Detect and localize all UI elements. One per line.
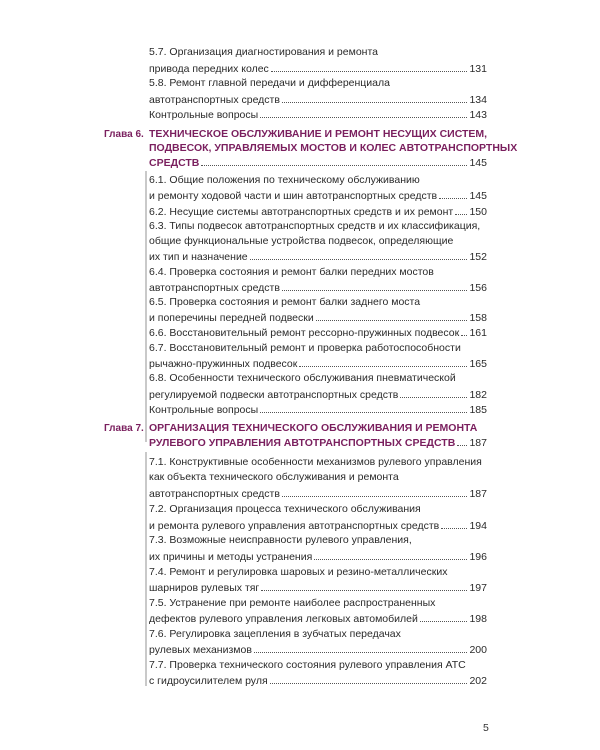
chapter-6-entry[interactable]: СРЕДСТВ 145: [149, 157, 487, 169]
toc-line: 7.5. Устранение при ремонте наиболее распространенных: [149, 597, 436, 609]
toc-line: 6.8. Особенности технического обслуживания пневматической: [149, 372, 456, 384]
toc-entry[interactable]: их тип и назначение 152: [149, 251, 487, 263]
toc-entry[interactable]: рычажно-пружинных подвесок 165: [149, 358, 487, 370]
toc-line: 7.6. Регулировка зацепления в зубчатых передачах: [149, 628, 401, 640]
toc-entry[interactable]: с гидроусилителем руля 202: [149, 675, 487, 687]
chapter-6-bar: [145, 171, 147, 442]
toc-entry[interactable]: их причины и методы устранения 196: [149, 551, 487, 563]
toc-entry[interactable]: и поперечины передней подвески 158: [149, 312, 487, 324]
toc-entry[interactable]: автотранспортных средств 156: [149, 282, 487, 294]
chapter-7-bar: [145, 452, 147, 686]
chapter-7-title: ОРГАНИЗАЦИЯ ТЕХНИЧЕСКОГО ОБСЛУЖИВАНИЯ И РЕМОНТА: [149, 422, 478, 434]
toc-entry[interactable]: Контрольные вопросы 143: [149, 109, 487, 121]
toc-line: 6.4. Проверка состояния и ремонт балки передних мостов: [149, 266, 434, 278]
toc-entry[interactable]: 6.2. Несущие системы автотранспортных средств и их ремонт 150: [149, 206, 487, 218]
toc-entry[interactable]: шарниров рулевых тяг 197: [149, 582, 487, 594]
toc-entry[interactable]: регулируемой подвески автотранспортных средств 182: [149, 389, 487, 401]
toc-line: 5.7. Организация диагностирования и ремонта: [149, 46, 378, 58]
toc-line: 5.8. Ремонт главной передачи и дифференциала: [149, 77, 390, 89]
toc-entry[interactable]: привода передних колес 131: [149, 63, 487, 75]
chapter-6-title: ТЕХНИЧЕСКОЕ ОБСЛУЖИВАНИЕ И РЕМОНТ НЕСУЩИХ СИСТЕМ,: [149, 128, 488, 140]
toc-entry[interactable]: дефектов рулевого управления легковых автомобилей 198: [149, 613, 487, 625]
toc-entry[interactable]: и ремонта рулевого управления автотранспортных средств 194: [149, 520, 487, 532]
toc-entry[interactable]: рулевых механизмов 200: [149, 644, 487, 656]
toc-line: 7.4. Ремонт и регулировка шаровых и резино-металлических: [149, 566, 448, 578]
chapter-7-entry[interactable]: РУЛЕВОГО УПРАВЛЕНИЯ АВТОТРАНСПОРТНЫХ СРЕДСТВ 187: [149, 437, 487, 449]
toc-line: 6.7. Восстановительный ремонт и проверка работоспособности: [149, 342, 461, 354]
toc-line: 7.3. Возможные неисправности рулевого управления,: [149, 534, 412, 546]
toc-line: общие функциональные устройства подвесок, определяющие: [149, 235, 454, 247]
toc-line: 6.1. Общие положения по техническому обслуживанию: [149, 174, 420, 186]
toc-line: 7.1. Конструктивные особенности механизмов рулевого управления: [149, 456, 482, 468]
chapter-6-label: Глава 6.: [104, 129, 144, 140]
toc-line: как объекта технического обслуживания и ремонта: [149, 471, 399, 483]
toc-line: 6.5. Проверка состояния и ремонт балки заднего моста: [149, 296, 421, 308]
toc-line: 7.2. Организация процесса технического обслуживания: [149, 503, 421, 515]
toc-line: 7.7. Проверка технического состояния рулевого управления АТС: [149, 659, 466, 671]
chapter-7-label: Глава 7.: [104, 423, 144, 434]
toc-entry[interactable]: 6.6. Восстановительный ремонт рессорно-пружинных подвесок 161: [149, 327, 487, 339]
toc-entry[interactable]: автотранспортных средств 134: [149, 94, 487, 106]
toc-entry[interactable]: и ремонту ходовой части и шин автотранспортных средств 145: [149, 190, 487, 202]
toc-entry[interactable]: Контрольные вопросы 185: [149, 404, 487, 416]
page-number: 5: [483, 722, 489, 734]
chapter-6-title: ПОДВЕСОК, УПРАВЛЯЕМЫХ МОСТОВ И КОЛЕС АВТОТРАНСПОРТНЫХ: [149, 142, 518, 154]
toc-entry[interactable]: автотранспортных средств 187: [149, 488, 487, 500]
toc-line: 6.3. Типы подвесок автотранспортных средств и их классификация,: [149, 220, 481, 232]
